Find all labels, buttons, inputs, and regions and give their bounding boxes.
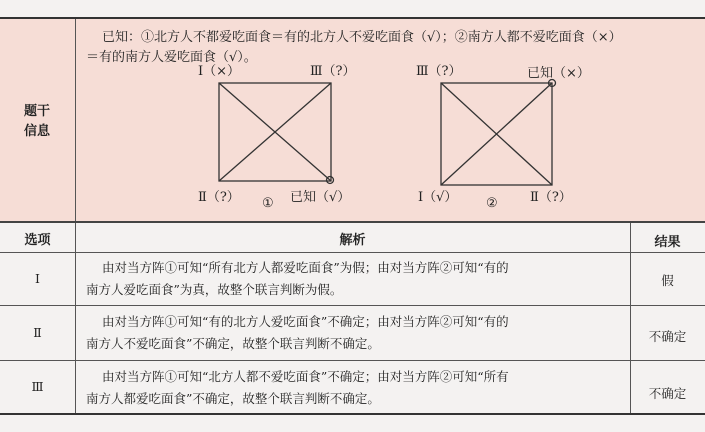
result-cell: 假	[661, 273, 674, 288]
square1-top-right: Ⅲ（?）	[310, 64, 356, 79]
square-2	[441, 80, 556, 186]
result-cell: 不确定	[648, 386, 687, 401]
analysis-line: 南方人都爱吃面食”不确定，故整个联言判断不确定。	[86, 391, 380, 406]
square2-top-right: 已知（×）	[527, 66, 590, 81]
option-cell: Ⅲ	[31, 379, 44, 394]
option-cell: Ⅱ	[33, 325, 42, 340]
header-analysis: 解析	[339, 233, 366, 248]
analysis-line: 南方人不爱吃面食”不确定，故整个联言判断不确定。	[86, 336, 380, 351]
header-option: 选项	[24, 233, 51, 248]
option-cell: Ⅰ	[35, 271, 40, 286]
analysis-line: 由对当方阵①可知“有的北方人爱吃面食”不确定；由对当方阵②可知“有的	[102, 314, 509, 329]
result-cell: 不确定	[648, 329, 687, 344]
square2-bottom-left: Ⅰ（√）	[418, 190, 458, 205]
square2-top-left: Ⅲ（?）	[416, 64, 462, 79]
square2-bottom-right: Ⅱ（?）	[530, 190, 572, 205]
analysis-line: 由对当方阵①可知“所有北方人都爱吃面食”为假；由对当方阵②可知“有的	[102, 260, 509, 275]
header-result: 结果	[654, 235, 681, 250]
analysis-line: 南方人爱吃面食”为真，故整个联言判断为假。	[86, 282, 343, 297]
stem-label: 题干	[24, 104, 51, 119]
stem-label: 信息	[24, 124, 51, 139]
stem-text: 已知：①北方人不都爱吃面食＝有的北方人不爱吃面食（√）；②南方人都不爱吃面食（×）	[102, 30, 622, 45]
square1-bottom-left: Ⅱ（?）	[198, 190, 240, 205]
square2-caption: ②	[486, 196, 498, 211]
square1-bottom-right: 已知（√）	[290, 190, 351, 205]
analysis-line: 由对当方阵①可知“北方人都不爱吃面食”不确定；由对当方阵②可知“所有	[102, 369, 509, 384]
square-1	[219, 83, 334, 184]
square1-caption: ①	[262, 196, 274, 211]
square1-top-left: Ⅰ（×）	[198, 64, 241, 79]
stem-text: ＝有的南方人爱吃面食（√）。	[86, 50, 257, 65]
